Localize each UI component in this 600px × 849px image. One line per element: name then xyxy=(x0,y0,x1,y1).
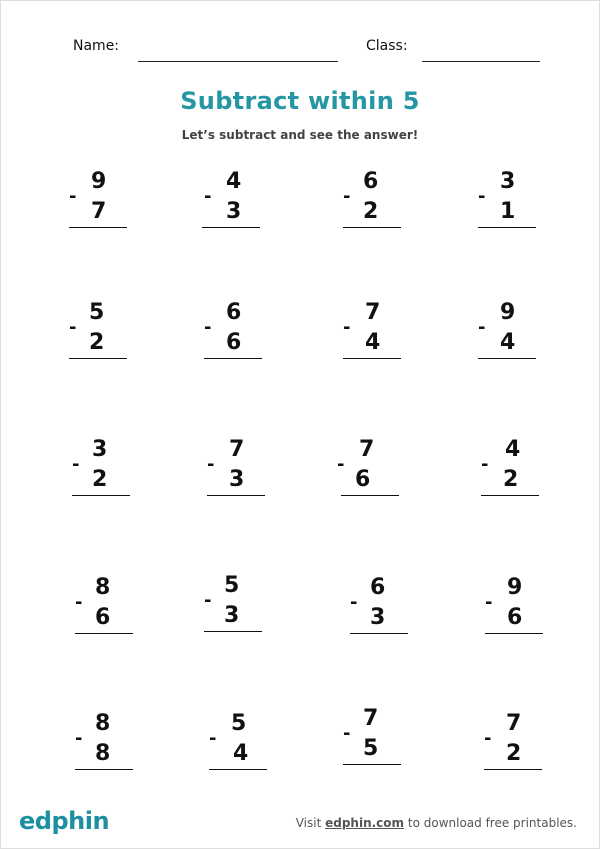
minus-sign: - xyxy=(69,317,77,338)
minuend: 8 xyxy=(95,711,111,736)
minuend: 4 xyxy=(226,169,242,194)
subtrahend: 6 xyxy=(355,467,371,492)
class-line xyxy=(422,61,540,62)
subtrahend: 3 xyxy=(370,605,386,630)
problem xyxy=(343,171,413,233)
answer-line xyxy=(69,358,127,359)
subtrahend: 1 xyxy=(500,199,516,224)
minuend: 3 xyxy=(500,169,516,194)
minuend: 9 xyxy=(91,169,107,194)
subtrahend: 3 xyxy=(224,603,240,628)
answer-line xyxy=(485,633,543,634)
minuend: 9 xyxy=(507,575,523,600)
minus-sign: - xyxy=(69,186,77,207)
problem xyxy=(72,439,142,501)
answer-line xyxy=(343,358,401,359)
problem xyxy=(343,302,413,364)
problem xyxy=(485,577,555,639)
minus-sign: - xyxy=(478,317,486,338)
subtrahend: 4 xyxy=(500,330,516,355)
answer-line xyxy=(75,769,133,770)
problem xyxy=(478,171,548,233)
subtrahend: 5 xyxy=(363,736,379,761)
answer-line xyxy=(343,764,401,765)
minuend: 7 xyxy=(363,706,379,731)
subtrahend: 6 xyxy=(226,330,242,355)
problem xyxy=(484,713,554,775)
subtrahend: 2 xyxy=(89,330,105,355)
problem xyxy=(204,171,274,233)
minus-sign: - xyxy=(350,592,358,613)
subtrahend: 3 xyxy=(229,467,245,492)
problem xyxy=(207,439,277,501)
minuend: 4 xyxy=(505,437,521,462)
answer-line xyxy=(478,227,536,228)
footer-link[interactable]: edphin.com xyxy=(325,816,405,830)
minuend: 9 xyxy=(500,300,516,325)
answer-line xyxy=(341,495,399,496)
minuend: 7 xyxy=(229,437,245,462)
minuend: 8 xyxy=(95,575,111,600)
problem xyxy=(209,713,279,775)
problem xyxy=(75,713,145,775)
answer-line xyxy=(350,633,408,634)
problem xyxy=(69,302,139,364)
minus-sign: - xyxy=(343,317,351,338)
answer-line xyxy=(343,227,401,228)
subtrahend: 4 xyxy=(233,741,249,766)
answer-line xyxy=(478,358,536,359)
problem xyxy=(69,171,139,233)
subtrahend: 2 xyxy=(92,467,108,492)
edphin-logo[interactable]: edphin xyxy=(19,807,110,835)
subtrahend: 6 xyxy=(95,605,111,630)
problem xyxy=(204,302,274,364)
problem xyxy=(350,577,420,639)
problem xyxy=(75,577,145,639)
answer-line xyxy=(75,633,133,634)
subtrahend: 2 xyxy=(506,741,522,766)
minus-sign: - xyxy=(204,186,212,207)
subtrahend: 6 xyxy=(507,605,523,630)
minuend: 7 xyxy=(365,300,381,325)
problem xyxy=(343,708,413,770)
minuend: 3 xyxy=(92,437,108,462)
class-label: Class: xyxy=(366,38,408,54)
minuend: 7 xyxy=(506,711,522,736)
minuend: 6 xyxy=(226,300,242,325)
name-line xyxy=(138,61,338,62)
minus-sign: - xyxy=(481,454,489,475)
answer-line xyxy=(72,495,130,496)
minus-sign: - xyxy=(204,590,212,611)
answer-line xyxy=(207,495,265,496)
subtrahend: 3 xyxy=(226,199,242,224)
minuend: 6 xyxy=(363,169,379,194)
answer-line xyxy=(202,227,260,228)
page-subtitle: Let’s subtract and see the answer! xyxy=(181,128,419,142)
subtrahend: 8 xyxy=(95,741,111,766)
footer-visit-prefix: Visit xyxy=(295,816,322,830)
subtrahend: 4 xyxy=(365,330,381,355)
minus-sign: - xyxy=(75,592,83,613)
minus-sign: - xyxy=(207,454,215,475)
answer-line xyxy=(69,227,127,228)
minus-sign: - xyxy=(485,592,493,613)
problem xyxy=(481,439,551,501)
minus-sign: - xyxy=(337,454,345,475)
answer-line xyxy=(204,358,262,359)
problem xyxy=(478,302,548,364)
minus-sign: - xyxy=(478,186,486,207)
name-label: Name: xyxy=(73,38,120,54)
answer-line xyxy=(481,495,539,496)
subtrahend: 2 xyxy=(363,199,379,224)
footer-note xyxy=(296,816,577,830)
problem xyxy=(337,439,407,501)
minus-sign: - xyxy=(484,728,492,749)
minus-sign: - xyxy=(209,728,217,749)
footer-visit-suffix: to download free printables. xyxy=(407,816,577,830)
minus-sign: - xyxy=(343,186,351,207)
minus-sign: - xyxy=(75,728,83,749)
answer-line xyxy=(204,631,262,632)
problem xyxy=(204,575,274,637)
minus-sign: - xyxy=(343,723,351,744)
minuend: 7 xyxy=(359,437,375,462)
answer-line xyxy=(484,769,542,770)
minuend: 5 xyxy=(231,711,247,736)
subtrahend: 2 xyxy=(503,467,519,492)
minuend: 5 xyxy=(89,300,105,325)
minuend: 5 xyxy=(224,573,240,598)
minus-sign: - xyxy=(72,454,80,475)
subtrahend: 7 xyxy=(91,199,107,224)
answer-line xyxy=(209,769,267,770)
minuend: 6 xyxy=(370,575,386,600)
page-title: Subtract within 5 xyxy=(180,87,420,115)
minus-sign: - xyxy=(204,317,212,338)
